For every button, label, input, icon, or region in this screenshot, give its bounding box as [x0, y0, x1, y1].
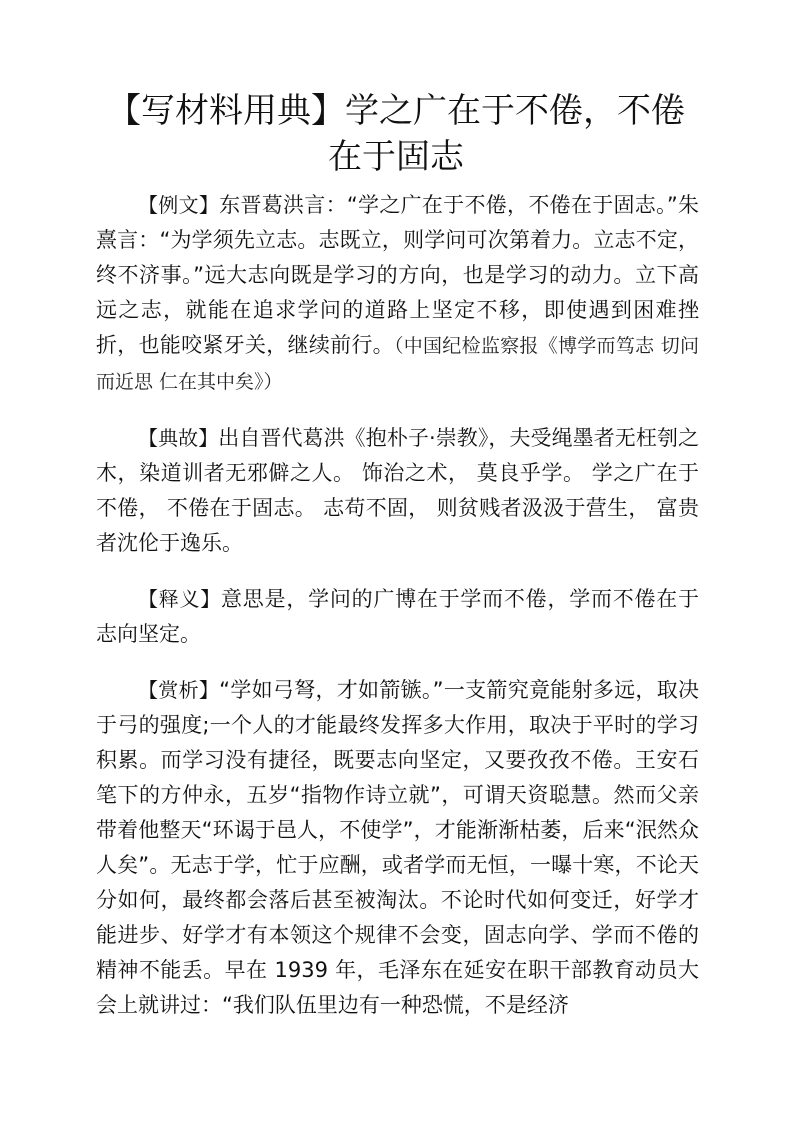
section-tag-appreciation: 【赏析】 [138, 678, 220, 702]
paragraph-example-text: 东晋葛洪言：“学之广在于不倦，不倦在于固志。”朱熹言：“为学须先立志。志既立，则学问可次第着力。立志不定，终不济事。”远大志向既是学习的方向，也是学习的动力。立下高远之志，就能在追求学问的道路上坚定不移，即使遇到困难挫折，也能咬紧牙关，继续前行。 [96, 193, 700, 357]
paragraph-appreciation-text: “学如弓弩，才如箭镞。”一支箭究竟能射多远，取决于弓的强度;一个人的才能最终发挥多大作用，取决于平时的学习积累。而学习没有捷径，既要志向坚定，又要孜孜不倦。王安石笔下的方仲永，五岁“指物作诗立就”，可谓天资聪慧。然而父亲带着他整天“环谒于邑人，不使学”，才能渐渐枯萎，后来“泯然众人矣”。无志于学，忙于应酬，或者学而无恒，一曝十寒，不论天分如何，最终都会落后甚至被淘汰。不论时代如何变迁，好学才能进步、好学才有本领这个规律不会变，固志向学、学而不倦的精神不能丢。早在 1939 年，毛泽东在延安在职干部教育动员大会上就讲过：“我们队伍里边有一种恐慌，不是经济 [96, 678, 700, 1017]
example-source: （中国纪检监察报《博学而笃志 切问而近思 仁在其中矣》） [96, 335, 700, 393]
paragraph-origin [96, 421, 699, 561]
paragraph-meaning-text: 意思是，学问的广博在于学而不倦，学而不倦在于志向坚定。 [96, 587, 700, 646]
paragraph-example [96, 188, 699, 400]
paragraph-origin-text: 出自晋代葛洪《抱朴子·崇教》，夫受绳墨者无枉刳之木，染道训者无邪僻之人。 饰治之术， 莫良乎学。 学之广在于不倦， 不倦在于固志。 志苟不固， 则贫贱者汲汲于营生， 富贵者沈伦于逸乐。 [96, 426, 699, 555]
section-tag-example: 【例文】 [138, 193, 220, 217]
paragraph-meaning [96, 582, 699, 652]
document-title: 【写材料用典】学之广在于不倦，不倦在于固志 [107, 91, 685, 177]
document-body [96, 188, 699, 1044]
section-tag-meaning: 【释义】 [138, 587, 222, 611]
section-tag-origin: 【典故】 [138, 426, 219, 450]
paragraph-appreciation [96, 673, 699, 1023]
